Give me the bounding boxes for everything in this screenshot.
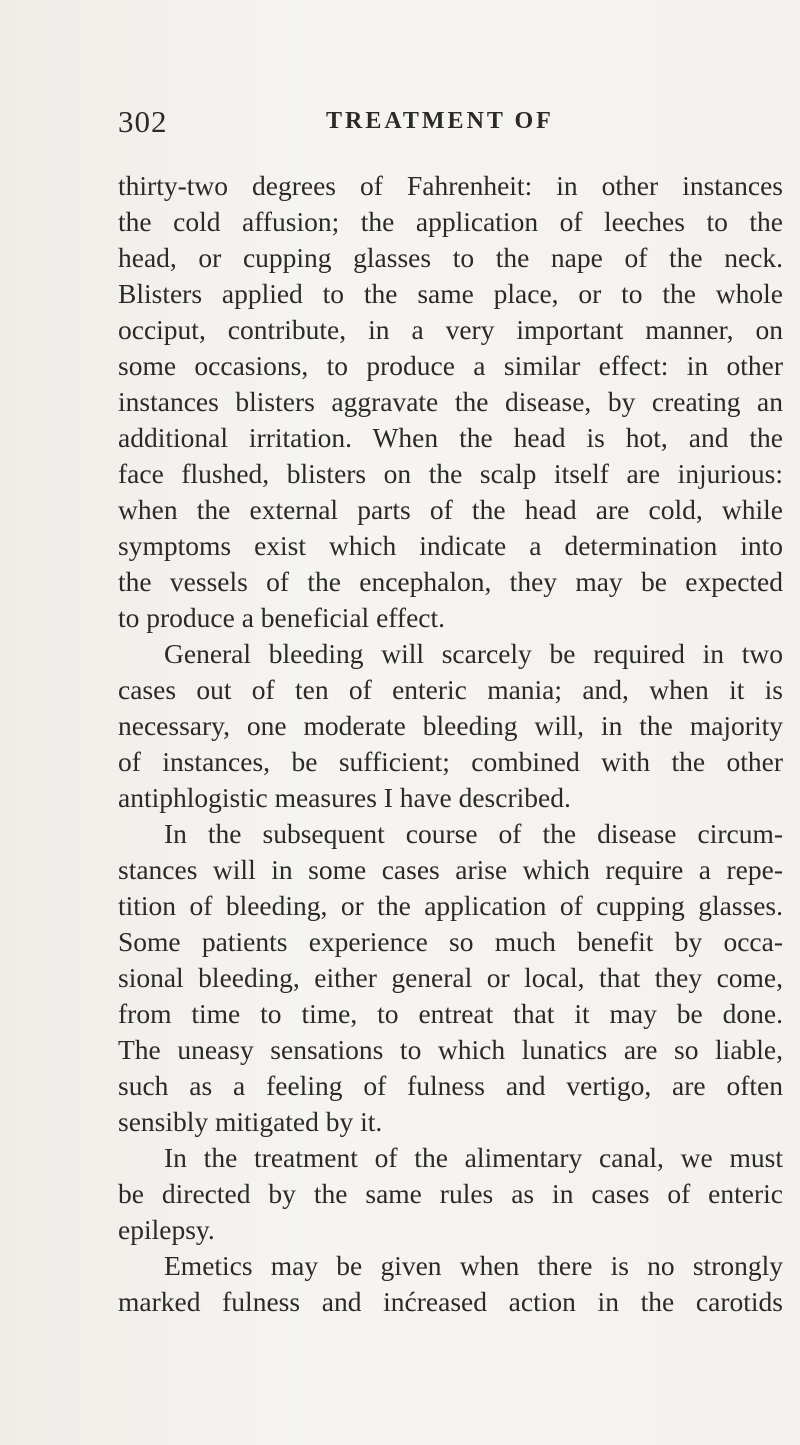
text-line: thirty-two degrees of Fahrenheit: in other instances: [118, 170, 783, 201]
text-line: additional irritation. When the head is hot, and the: [118, 422, 783, 453]
paragraph-end-line: sensibly mitigated by it.: [118, 1106, 383, 1137]
text-line: cases out of ten of enteric mania; and, when it is: [118, 674, 783, 705]
paragraph-first-line: In the treatment of the alimentary canal, we must: [164, 1142, 783, 1173]
paragraph-end-line: epilepsy.: [118, 1214, 215, 1245]
running-head: TREATMENT OF: [326, 108, 554, 134]
text-line: when the external parts of the head are cold, while: [118, 494, 783, 525]
page-number: 302: [118, 104, 168, 139]
text-line: tition of bleeding, or the application of cupping glasses.: [118, 890, 783, 921]
paragraph-end-line: to produce a beneficial effect.: [118, 602, 446, 633]
text-line: head, or cupping glasses to the nape of the neck.: [118, 242, 783, 273]
text-line: stances will in some cases arise which require a repe-: [118, 854, 783, 885]
text-line: Blisters applied to the same place, or to the whole: [118, 278, 783, 309]
page-header: [118, 104, 800, 144]
text-line: occiput, contribute, in a very important manner, on: [118, 314, 783, 345]
paragraph-first-line: General bleeding will scarcely be required in two: [164, 638, 783, 669]
text-line: the vessels of the encephalon, they may be expected: [118, 566, 783, 597]
paragraph-first-line: Emetics may be given when there is no strongly: [164, 1250, 783, 1281]
text-line: from time to time, to entreat that it may be done.: [118, 998, 783, 1029]
text-line: some occasions, to produce a similar effect: in other: [118, 350, 783, 381]
text-line: be directed by the same rules as in cases of enteric: [118, 1178, 783, 1209]
text-line: marked fulness and inćreased action in the carotids: [118, 1286, 783, 1317]
text-line: face flushed, blisters on the scalp itself are injurious:: [118, 458, 783, 489]
text-line: necessary, one moderate bleeding will, in the majority: [118, 710, 783, 741]
text-line: such as a feeling of fulness and vertigo, are often: [118, 1070, 783, 1101]
text-line: The uneasy sensations to which lunatics are so liable,: [118, 1034, 783, 1065]
text-line: instances blisters aggravate the disease, by creating an: [118, 386, 783, 417]
text-line: symptoms exist which indicate a determination into: [118, 530, 783, 561]
paragraph-end-line: antiphlogistic measures I have described.: [118, 782, 571, 813]
text-line: Some patients experience so much benefit by occa-: [118, 926, 783, 957]
body-text: [118, 168, 783, 1320]
paragraph-first-line: In the subsequent course of the disease circum-: [164, 818, 783, 849]
text-line: sional bleeding, either general or local, that they come,: [118, 962, 783, 993]
text-line: the cold affusion; the application of leeches to the: [118, 206, 783, 237]
text-line: of instances, be sufficient; combined with the other: [118, 746, 783, 777]
